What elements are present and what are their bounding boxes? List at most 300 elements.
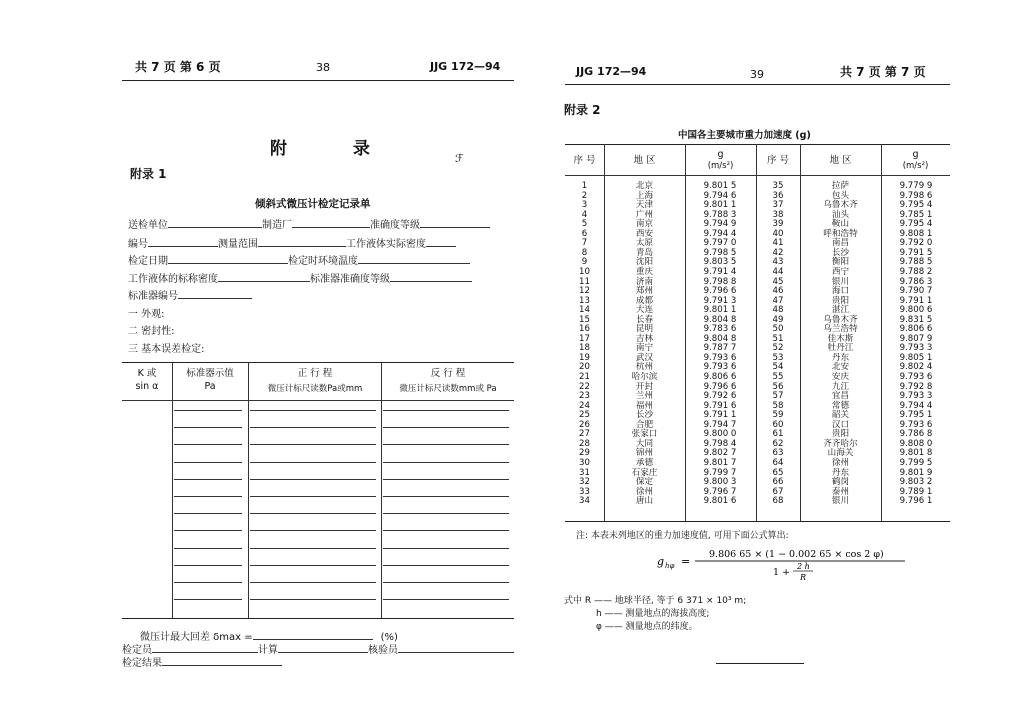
gravity-right-city: 常德 — [831, 400, 850, 411]
gravity-left-city: 天津 — [635, 200, 654, 211]
gcol-header-g-left: g — [717, 149, 724, 160]
gravity-left-g: 9.800 0 — [703, 429, 737, 440]
appendix-1-label: 附录 1 — [130, 167, 167, 181]
gravity-left-g: 9.801 1 — [703, 305, 737, 316]
field-label-nominal-density: 工作液体的标称密度 — [128, 274, 218, 285]
accuracy-blank[interactable] — [420, 217, 490, 228]
field-label-std-number: 标准器编号 — [128, 291, 178, 302]
record-row-line[interactable] — [383, 530, 509, 531]
gravity-left-g: 9.796 6 — [703, 381, 737, 392]
gravity-left-city: 徐州 — [635, 486, 654, 497]
gravity-right-city: 西宁 — [831, 266, 850, 277]
record-row-line[interactable] — [174, 444, 242, 445]
liquid-density-blank[interactable] — [426, 236, 456, 247]
gravity-left-no: 19 — [579, 352, 590, 363]
gravity-left-no: 23 — [579, 391, 590, 402]
record-row-line[interactable] — [174, 462, 242, 463]
gravity-left-city: 哈尔滨 — [631, 372, 658, 382]
gravity-right-city: 银川 — [831, 276, 850, 287]
gravity-right-no: 43 — [772, 257, 784, 268]
gravity-right-g: 9.806 6 — [899, 324, 933, 335]
manufacturer-blank[interactable] — [292, 217, 370, 228]
gravity-left-city: 唐山 — [635, 496, 654, 507]
gravity-left-city: 张家口 — [631, 429, 658, 440]
gravity-left-city: 保定 — [635, 477, 654, 488]
gravity-left-no: 18 — [579, 343, 590, 354]
table-bottom-rule — [122, 618, 514, 619]
std-accuracy-blank[interactable] — [390, 271, 472, 282]
legend-h: h —— 测量地点的海拔高度; — [596, 609, 710, 619]
gravity-right-g: 9.794 4 — [899, 400, 933, 411]
gravity-left-g: 9.798 8 — [703, 276, 737, 287]
calculator-label: 计算 — [258, 645, 278, 656]
nominal-density-blank[interactable] — [218, 271, 310, 282]
gravity-left-city: 长春 — [635, 314, 654, 325]
left-page-number: 38 — [316, 61, 330, 74]
max-diff-label: 微压计最大回差 δmax = — [140, 632, 253, 643]
field-label-std-accuracy: 标准器准确度等级 — [310, 274, 390, 285]
gravity-right-g: 9.786 3 — [899, 276, 933, 287]
gravity-left-no: 1 — [581, 181, 588, 191]
formula-lhs: g — [657, 555, 665, 568]
gravity-right-city: 乌鲁木齐 — [823, 200, 858, 211]
field-label-number: 编号 — [128, 239, 148, 250]
record-row-line[interactable] — [174, 565, 242, 566]
check-basic-error: 三 基本误差检定: — [128, 344, 205, 355]
table-col-sep — [172, 362, 173, 618]
right-page-count: 共 7 页 第 7 页 — [840, 65, 926, 79]
gtable-header-rule — [565, 175, 950, 176]
calculator-blank[interactable] — [278, 642, 368, 653]
gravity-right-g: 9.800 6 — [899, 305, 933, 316]
gtable-col-sep — [685, 144, 686, 521]
gravity-left-city: 合肥 — [635, 419, 654, 430]
record-row-line[interactable] — [250, 462, 376, 463]
gravity-right-no: 52 — [772, 343, 784, 354]
record-row-line[interactable] — [383, 513, 509, 514]
gravity-left-city: 成都 — [635, 295, 654, 306]
gravity-left-no: 24 — [579, 400, 590, 411]
record-row-line[interactable] — [250, 530, 376, 531]
formula-frac-num: 2 h — [797, 562, 810, 571]
record-row-line[interactable] — [174, 513, 242, 514]
record-row-line[interactable] — [383, 462, 509, 463]
gravity-right-no: 66 — [772, 477, 784, 488]
gravity-left-g: 9.798 4 — [703, 438, 737, 449]
gravity-left-no: 27 — [579, 429, 590, 440]
std-number-blank[interactable] — [178, 288, 252, 299]
verifier-blank[interactable] — [398, 642, 514, 653]
gravity-right-g: 9.793 6 — [899, 372, 933, 382]
field-label-sender: 送检单位 — [128, 220, 168, 231]
gcol-header-region-right: 地 区 — [829, 155, 852, 166]
gravity-right-no: 47 — [772, 295, 784, 306]
field-label-range: 测量范围 — [218, 239, 258, 250]
gravity-right-city: 呼和浩特 — [823, 228, 858, 239]
result-line — [122, 654, 282, 669]
record-row-line[interactable] — [250, 582, 376, 583]
gravity-left-city: 锦州 — [635, 448, 654, 459]
margin-mark: ℱ — [455, 152, 464, 165]
gravity-left-city: 杭州 — [635, 362, 654, 373]
gravity-right-city: 包头 — [831, 190, 850, 201]
record-row-line[interactable] — [383, 496, 509, 497]
col-header-forward: 正 行 程 — [297, 368, 333, 379]
gravity-left-no: 7 — [581, 238, 588, 249]
gcol-header-region-left: 地 区 — [633, 155, 656, 166]
gravity-right-no: 36 — [772, 190, 784, 201]
record-row-line[interactable] — [383, 565, 509, 566]
date-blank[interactable] — [168, 253, 288, 264]
record-row-line[interactable] — [250, 410, 376, 411]
record-row-line[interactable] — [250, 444, 376, 445]
record-row-line[interactable] — [174, 548, 242, 549]
record-row-line[interactable] — [250, 599, 376, 600]
gravity-right-no: 38 — [772, 209, 784, 220]
gcol-header-unit-left: (m/s²) — [707, 161, 734, 171]
gravity-left-no: 4 — [581, 209, 588, 220]
gravity-left-no: 13 — [579, 295, 590, 306]
gcol-header-g-right: g — [912, 149, 919, 160]
gravity-right-g: 9.786 8 — [899, 429, 933, 440]
gravity-left-no: 20 — [579, 362, 590, 373]
gravity-left-city: 西安 — [635, 228, 654, 239]
gravity-right-g: 9.785 1 — [899, 209, 933, 220]
gravity-right-no: 55 — [772, 372, 784, 382]
left-standard-code: JJG 172—94 — [430, 60, 501, 73]
gravity-right-no: 44 — [772, 266, 784, 277]
gravity-left-g: 9.802 7 — [703, 448, 737, 459]
gravity-left-no: 3 — [581, 200, 588, 211]
gravity-left-city: 沈阳 — [635, 257, 654, 268]
gravity-left-no: 15 — [579, 314, 590, 325]
gravity-left-city: 长沙 — [635, 410, 654, 421]
gravity-right-no: 61 — [772, 429, 784, 440]
check-appearance: 一 外观: — [128, 309, 165, 320]
gravity-right-no: 41 — [772, 238, 784, 249]
gravity-left-no: 29 — [579, 448, 590, 459]
gravity-right-no: 58 — [772, 400, 784, 411]
gravity-left-city: 太原 — [635, 238, 654, 249]
record-row-line[interactable] — [383, 548, 509, 549]
gravity-left-no: 14 — [579, 305, 590, 316]
gravity-left-g: 9.799 7 — [703, 467, 737, 478]
appendix-title: 附 录 — [270, 139, 400, 159]
gravity-right-city: 鞍山 — [831, 219, 850, 230]
gravity-left-city: 兰州 — [635, 391, 654, 402]
left-page-count: 共 7 页 第 6 页 — [135, 60, 221, 74]
ambient-temp-blank[interactable] — [358, 253, 470, 264]
gravity-left-city: 济南 — [635, 276, 654, 287]
gravity-right-g: 9.805 1 — [899, 352, 933, 363]
gravity-right-no: 56 — [772, 381, 784, 392]
gravity-left-g: 9.794 4 — [703, 228, 737, 239]
gravity-left-g: 9.792 6 — [703, 391, 737, 402]
record-row-line[interactable] — [250, 565, 376, 566]
gravity-right-g: 9.788 2 — [899, 266, 933, 277]
record-row-line[interactable] — [250, 513, 376, 514]
gravity-left-no: 9 — [581, 257, 588, 268]
gravity-right-no: 35 — [772, 181, 784, 191]
gravity-left-no: 2 — [581, 190, 588, 201]
gravity-left-city: 青岛 — [635, 247, 654, 258]
gravity-right-city: 银川 — [831, 496, 850, 507]
gravity-right-g: 9.808 0 — [899, 438, 933, 449]
record-row-line[interactable] — [174, 599, 242, 600]
gravity-left-city: 广州 — [635, 209, 654, 220]
gravity-left-city: 大同 — [635, 438, 654, 449]
legend-r: 式中 R —— 地球半径, 等于 6 371 × 10³ m; — [564, 596, 747, 606]
verifier-label: 核验员 — [368, 645, 398, 656]
gravity-right-city: 鹤岗 — [831, 477, 850, 488]
gravity-right-city: 汉口 — [831, 419, 850, 430]
right-page-number: 39 — [750, 68, 764, 81]
gravity-right-city: 贵阳 — [831, 429, 850, 440]
record-row-line[interactable] — [250, 496, 376, 497]
gravity-right-city: 湛江 — [831, 305, 850, 316]
record-row-line[interactable] — [174, 582, 242, 583]
gravity-left-city: 开封 — [635, 381, 654, 392]
gravity-left-no: 26 — [579, 419, 590, 430]
gravity-right-no: 62 — [772, 438, 784, 449]
gravity-right-city: 泰州 — [831, 486, 850, 497]
gravity-left-no: 34 — [579, 496, 590, 507]
gravity-left-city: 上海 — [635, 190, 654, 201]
gravity-right-g: 9.798 6 — [899, 190, 933, 201]
form-row-1 — [128, 216, 490, 231]
gravity-right-city: 徐州 — [831, 457, 850, 468]
form-title: 倾斜式微压计检定记录单 — [255, 198, 371, 210]
gravity-left-no: 6 — [581, 228, 588, 239]
gravity-right-no: 37 — [772, 200, 784, 211]
gravity-left-no: 21 — [579, 372, 590, 382]
record-row-line[interactable] — [383, 410, 509, 411]
gravity-left-g: 9.797 0 — [703, 238, 737, 249]
record-row-line[interactable] — [383, 427, 509, 428]
gravity-right-g: 9.793 3 — [899, 343, 933, 354]
gravity-right-city: 韶关 — [831, 410, 850, 421]
appendix-2-label: 附录 2 — [564, 103, 601, 117]
gravity-right-city: 贵阳 — [831, 295, 850, 306]
gravity-right-no: 68 — [772, 496, 784, 507]
right-header-rule — [565, 84, 950, 85]
gravity-right-g: 9.788 5 — [899, 257, 933, 268]
gravity-left-g: 9.803 5 — [703, 257, 737, 268]
formula-frac-den: R — [800, 573, 807, 582]
gravity-right-g: 9.807 9 — [899, 333, 933, 344]
gravity-right-g: 9.792 0 — [899, 238, 933, 249]
gravity-right-no: 51 — [772, 333, 784, 344]
result-blank[interactable] — [162, 655, 282, 666]
field-label-accuracy: 准确度等级 — [370, 220, 420, 231]
formula-denominator-pre: 1 + — [773, 567, 791, 578]
form-row-4 — [128, 270, 472, 285]
gravity-right-city: 长沙 — [831, 247, 850, 258]
gravity-left-city: 武汉 — [635, 352, 654, 363]
gravity-right-no: 49 — [772, 314, 784, 325]
table-header-rule — [122, 400, 514, 401]
record-row-line[interactable] — [383, 479, 509, 480]
gravity-right-no: 63 — [772, 448, 784, 459]
gravity-left-no: 8 — [581, 247, 588, 258]
inspector-blank[interactable] — [152, 642, 258, 653]
gravity-left-city: 石家庄 — [631, 467, 658, 478]
gravity-left-city: 郑州 — [635, 286, 654, 297]
gravity-right-g: 9.799 5 — [899, 457, 933, 468]
formula-note: 注: 本表未列地区的重力加速度值, 可用下面公式算出: — [576, 531, 789, 541]
gravity-right-no: 54 — [772, 362, 784, 373]
result-label: 检定结果 — [122, 658, 162, 669]
left-header-rule — [122, 80, 514, 81]
gravity-right-g: 9.801 8 — [899, 448, 933, 459]
record-row-line[interactable] — [250, 548, 376, 549]
gravity-left-g: 9.794 9 — [703, 219, 737, 230]
gravity-right-no: 48 — [772, 305, 784, 316]
gravity-left-g: 9.806 6 — [703, 372, 737, 382]
record-row-line[interactable] — [174, 427, 242, 428]
gravity-left-g: 9.798 5 — [703, 247, 737, 258]
gravity-right-g: 9.791 5 — [899, 247, 933, 258]
gravity-right-city: 丹东 — [831, 467, 850, 478]
max-diff-blank[interactable] — [253, 629, 373, 640]
gravity-left-g: 9.796 6 — [703, 286, 737, 297]
record-row-line[interactable] — [250, 427, 376, 428]
gravity-right-city: 牡丹江 — [827, 343, 854, 354]
gravity-right-no: 59 — [772, 410, 784, 421]
gravity-right-city: 海口 — [831, 286, 850, 297]
gravity-left-g: 9.783 6 — [703, 324, 737, 335]
gravity-right-no: 45 — [772, 276, 784, 287]
gravity-left-no: 32 — [579, 477, 590, 488]
gravity-right-g: 9.793 6 — [899, 419, 933, 430]
field-label-liquid-density: 工作液体实际密度 — [346, 239, 426, 250]
gravity-right-no: 46 — [772, 286, 784, 297]
gravity-left-city: 昆明 — [635, 324, 654, 335]
gravity-left-g: 9.804 8 — [703, 314, 737, 325]
gravity-right-no: 40 — [772, 228, 784, 239]
gravity-left-g: 9.787 7 — [703, 343, 737, 354]
gravity-left-city: 福州 — [635, 400, 654, 411]
gravity-right-city: 齐齐哈尔 — [823, 438, 858, 449]
record-row-line[interactable] — [383, 599, 509, 600]
gravity-left-city: 重庆 — [635, 266, 654, 277]
gravity-right-no: 67 — [772, 486, 784, 497]
gravity-left-city: 吉林 — [635, 333, 654, 344]
gravity-left-g: 9.791 4 — [703, 266, 737, 277]
gravity-right-g: 9.795 4 — [899, 200, 933, 211]
gravity-right-city: 汕头 — [831, 209, 850, 220]
gravity-table-title: 中国各主要城市重力加速度 (g) — [678, 130, 811, 141]
gravity-right-g: 9.793 3 — [899, 391, 933, 402]
record-row-line[interactable] — [383, 444, 509, 445]
gtable-top-rule — [565, 144, 950, 145]
gtable-col-sep — [800, 144, 801, 521]
gravity-left-city: 承德 — [635, 457, 654, 468]
gravity-left-no: 5 — [581, 219, 588, 230]
gravity-left-city: 南京 — [635, 219, 654, 230]
form-row-2 — [128, 235, 456, 250]
record-row-line[interactable] — [174, 530, 242, 531]
table-top-rule — [122, 362, 514, 363]
col-header-standard: 标准器示值 Pa — [186, 368, 234, 392]
gravity-right-g: 9.789 1 — [899, 486, 933, 497]
gravity-left-g: 9.788 3 — [703, 209, 737, 220]
gravity-right-no: 65 — [772, 467, 784, 478]
gravity-right-g: 9.790 7 — [899, 286, 933, 297]
col-header-forward-sub: 微压计标尺读数Pa或mm — [267, 384, 363, 394]
gravity-left-city: 大连 — [635, 305, 654, 316]
record-row-line[interactable] — [383, 582, 509, 583]
field-label-ambient-temp: 检定时环境温度 — [288, 256, 358, 267]
legend-phi: φ —— 测量地点的纬度。 — [596, 622, 698, 632]
gravity-left-no: 10 — [579, 266, 590, 277]
gravity-right-g: 9.779 9 — [899, 181, 933, 191]
gravity-right-g: 9.791 1 — [899, 295, 933, 306]
gravity-right-city: 丹东 — [831, 352, 850, 363]
gcol-header-no-left: 序 号 — [573, 155, 596, 166]
gcol-header-no-right: 序 号 — [766, 155, 790, 166]
gravity-left-no: 22 — [579, 381, 590, 392]
gravity-right-city: 安庆 — [831, 372, 850, 382]
gravity-left-no: 16 — [579, 324, 590, 335]
form-row-5 — [128, 287, 252, 302]
gravity-right-city: 乌兰浩特 — [823, 324, 858, 335]
gravity-right-no: 50 — [772, 324, 784, 335]
gravity-right-city: 九江 — [831, 381, 850, 392]
gravity-right-no: 57 — [772, 391, 784, 402]
gravity-right-no: 60 — [772, 419, 784, 430]
gravity-left-g: 9.793 6 — [703, 352, 737, 363]
gravity-right-g: 9.795 1 — [899, 410, 933, 421]
gravity-right-city: 衡阳 — [831, 257, 850, 268]
number-blank[interactable] — [148, 236, 218, 247]
gravity-right-no: 53 — [772, 352, 784, 363]
gravity-right-no: 64 — [772, 457, 784, 468]
gravity-left-city: 北京 — [635, 181, 654, 191]
gravity-formula — [655, 543, 935, 585]
gravity-left-g: 9.801 1 — [703, 200, 737, 211]
gravity-left-g: 9.800 3 — [703, 477, 737, 488]
gravity-right-city: 南昌 — [831, 238, 850, 249]
record-row-line[interactable] — [174, 410, 242, 411]
gravity-left-no: 25 — [579, 410, 590, 421]
gravity-left-no: 28 — [579, 438, 590, 449]
table-col-sep — [248, 362, 249, 618]
record-row-line[interactable] — [250, 479, 376, 480]
range-blank[interactable] — [258, 236, 346, 247]
gravity-left-no: 11 — [579, 276, 590, 287]
gtable-col-sep — [604, 144, 605, 521]
gtable-col-sep — [881, 144, 882, 521]
gravity-right-city: 山海关 — [827, 448, 854, 459]
gravity-left-no: 33 — [579, 486, 590, 497]
max-diff-unit: (%) — [380, 632, 398, 643]
field-label-date: 检定日期 — [128, 256, 168, 267]
gtable-bottom-rule — [565, 521, 950, 522]
gravity-left-g: 9.793 6 — [703, 362, 737, 373]
inspector-label: 检定员 — [122, 645, 152, 656]
gravity-left-g: 9.791 3 — [703, 295, 737, 306]
table-col-sep — [381, 362, 382, 618]
form-row-3 — [128, 252, 470, 267]
check-sealing: 二 密封性: — [128, 326, 175, 337]
record-row-line[interactable] — [174, 496, 242, 497]
gravity-right-city: 拉萨 — [831, 181, 850, 191]
gravity-left-g: 9.801 5 — [703, 181, 737, 191]
gravity-right-g: 9.808 1 — [899, 228, 933, 239]
sender-blank[interactable] — [168, 217, 262, 228]
record-row-line[interactable] — [174, 479, 242, 480]
